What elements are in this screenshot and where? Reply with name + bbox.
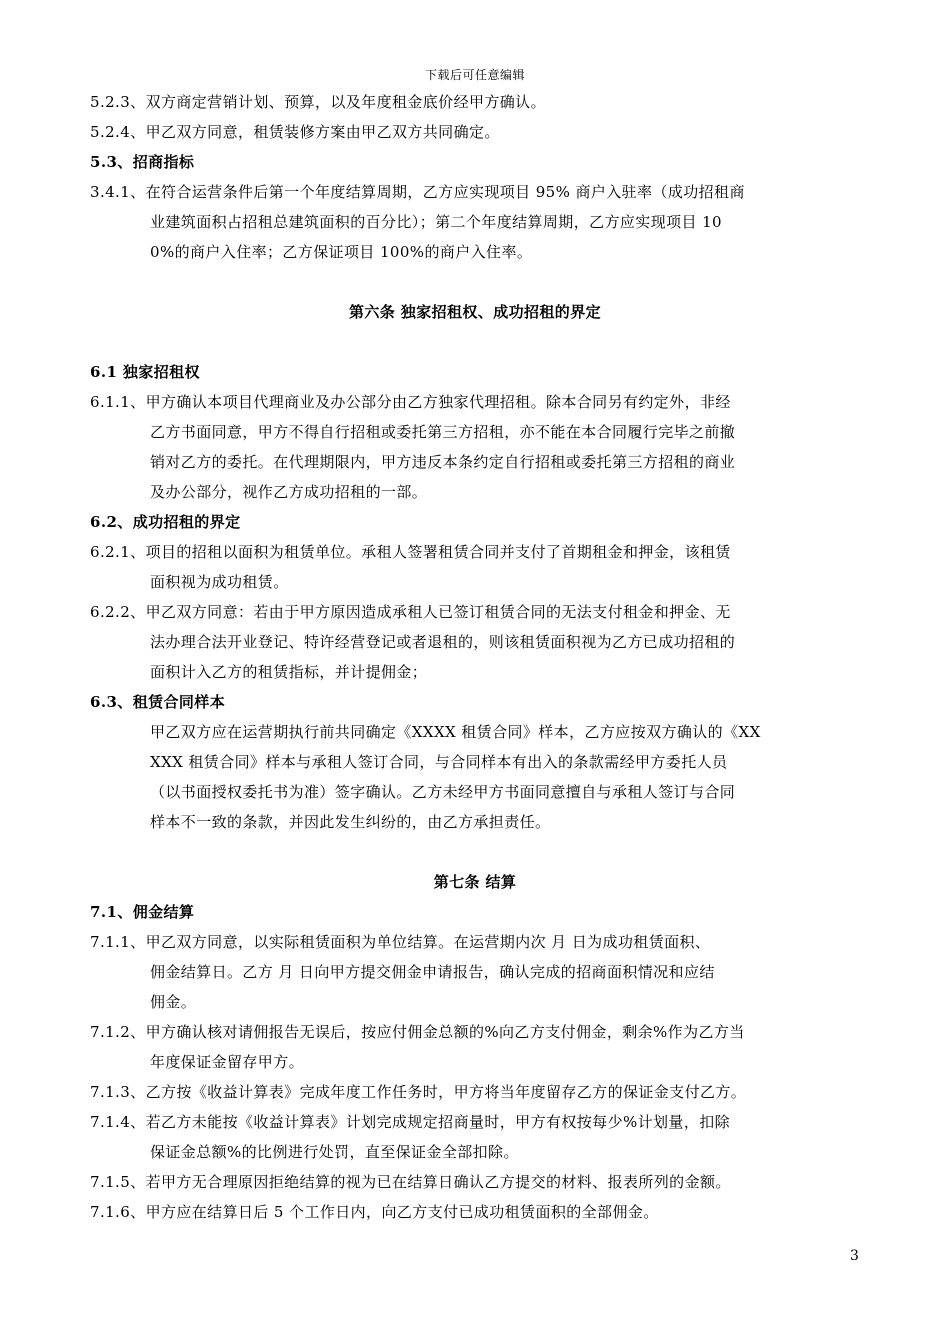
clause-3-4-1-cont: 业建筑面积占招租总建筑面积的百分比）；第二个年度结算周期，乙方应实现项目 10 [150,213,722,231]
section-heading-7-1: 7.1、佣金结算 [90,903,195,921]
clause-6-3-body: （以书面授权委托书为准）签字确认。乙方未经甲方书面同意擅自与承租人签订与合同 [150,783,736,801]
clause-6-1-1-cont: 及办公部分，视作乙方成功招租的一部。 [150,483,428,501]
clause-3-4-1-cont: 0%的商户入住率；乙方保证项目 100%的商户入住率。 [150,243,533,261]
section-heading-5-3: 5.3、招商指标 [90,153,195,171]
clause-5-2-4: 5.2.4、甲乙双方同意，租赁装修方案由甲乙双方共同确定。 [90,123,500,141]
section-heading-6-3: 6.3、租赁合同样本 [90,693,226,711]
clause-6-2-2-cont: 法办理合法开业登记、特许经营登记或者退租的，则该租赁面积视为乙方已成功招租的 [150,633,736,651]
clause-7-1-1: 7.1.1、甲乙双方同意，以实际租赁面积为单位结算。在运营期内次 月 日为成功租赁面积、 [90,933,711,951]
clause-7-1-1-cont: 佣金。 [150,993,197,1011]
clause-7-1-1-cont: 佣金结算日。乙方 月 日向甲方提交佣金申请报告，确认完成的招商面积情况和应结 [150,963,715,981]
clause-7-1-6: 7.1.6、甲方应在结算日后 5 个工作日内，向乙方支付已成功租赁面积的全部佣金。 [90,1203,659,1221]
clause-6-1-1: 6.1.1、甲方确认本项目代理商业及办公部分由乙方独家代理招租。除本合同另有约定外，非经 [90,393,731,411]
clause-5-2-3: 5.2.3、双方商定营销计划、预算，以及年度租金底价经甲方确认。 [90,93,546,111]
clause-6-1-1-cont: 销对乙方的委托。在代理期限内，甲方违反本条约定自行招租或委托第三方招租的商业 [150,453,736,471]
clause-7-1-3: 7.1.3、乙方按《收益计算表》完成年度工作任务时，甲方将当年度留存乙方的保证金支付乙方。 [90,1083,747,1101]
clause-7-1-4-cont: 保证金总额%的比例进行处罚，直至保证金全部扣除。 [150,1143,519,1161]
clause-6-3-body: 样本不一致的条款，并因此发生纠纷的，由乙方承担责任。 [150,813,551,831]
clause-7-1-4: 7.1.4、若乙方未能按《收益计算表》计划完成规定招商量时，甲方有权按每少%计划量，扣除 [90,1113,731,1131]
clause-7-1-5: 7.1.5、若甲方无合理原因拒绝结算的视为已在结算日确认乙方提交的材料、报表所列的金额。 [90,1173,731,1191]
clause-6-2-1-cont: 面积视为成功租赁。 [150,573,289,591]
clause-7-1-2: 7.1.2、甲方确认核对请佣报告无误后，按应付佣金总额的%向乙方支付佣金，剩余%作为乙方当 [90,1023,745,1041]
article-6-title: 第六条 独家招租权、成功招租的界定 [348,303,602,321]
page-header: 下载后可任意编辑 [424,68,525,82]
clause-6-3-body: 甲乙双方应在运营期执行前共同确定《XXXX 租赁合同》样本，乙方应按双方确认的《XX [150,723,761,741]
clause-6-2-2-cont: 面积计入乙方的租赁指标，并计提佣金； [150,663,428,681]
clause-3-4-1: 3.4.1、在符合运营条件后第一个年度结算周期，乙方应实现项目 95% 商户入驻率（成功招租商 [90,183,745,201]
clause-6-2-1: 6.2.1、项目的招租以面积为租赁单位。承租人签署租赁合同并支付了首期租金和押金，该租赁 [90,543,731,561]
clause-6-2-2: 6.2.2、甲乙双方同意：若由于甲方原因造成承租人已签订租赁合同的无法支付租金和押金、无 [90,603,731,621]
section-heading-6-1: 6.1 独家招租权 [90,363,200,381]
section-heading-6-2: 6.2、成功招租的界定 [90,513,241,531]
clause-6-1-1-cont: 乙方书面同意，甲方不得自行招租或委托第三方招租，亦不能在本合同履行完毕之前撤 [150,423,736,441]
article-7-title: 第七条 结算 [433,873,517,891]
clause-7-1-2-cont: 年度保证金留存甲方。 [150,1053,305,1071]
clause-6-3-body: XXX 租赁合同》样本与承租人签订合同，与合同样本有出入的条款需经甲方委托人员 [150,753,728,771]
page-number: 3 [850,1248,859,1264]
